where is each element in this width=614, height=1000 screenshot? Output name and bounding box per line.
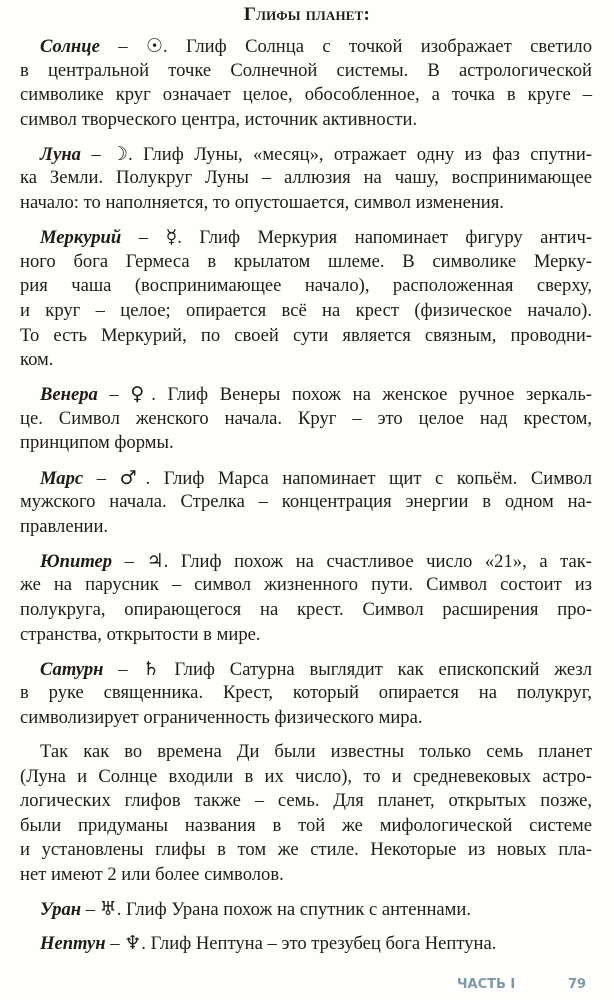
- line-text: мужского начала. Стрелка – концентрация энергии в одном на-: [20, 491, 592, 513]
- line-text: То есть Меркурий, по своей сути является связным, проводни-: [20, 324, 592, 346]
- line-text: це. Символ женского начала. Круг – это целое над крестом,: [20, 407, 592, 429]
- text-line: [20, 838, 592, 863]
- line-text: . Глиф Меркурия напоминает фигуру антич-: [177, 227, 593, 249]
- text-line: [20, 740, 592, 765]
- line-text: начало: то наполняется, то опустошается, символ изменения.: [20, 192, 504, 214]
- text-line: [20, 191, 592, 216]
- dash: –: [97, 384, 131, 406]
- planet-glyph-icon: ♂: [119, 466, 146, 489]
- text-line: [20, 142, 592, 167]
- planet-name: Венера: [40, 384, 98, 406]
- planet-glyph-icon: ☉: [145, 35, 163, 57]
- text-line: [20, 706, 592, 731]
- planet-paragraph: [20, 931, 592, 956]
- text-line: [20, 431, 592, 456]
- text-line: [20, 549, 592, 574]
- planet-name: Солнце: [40, 36, 100, 57]
- planet-name: Нептун: [40, 933, 106, 955]
- line-text: . Глиф Венеры похож на женское ручное зеркаль-: [151, 384, 592, 406]
- dash: –: [80, 143, 112, 165]
- text-line: [20, 166, 592, 191]
- line-text: же на парусник – символ жизненного пути. Символ состоит из: [20, 574, 592, 596]
- planet-paragraph: [20, 225, 592, 373]
- text-line: [20, 897, 592, 922]
- line-text: рия чаша (воспринимающее начало), расположенная сверху,: [20, 275, 592, 297]
- planet-glyph-icon: ☿: [165, 226, 178, 249]
- line-text: . Глиф Марса напоминает щит с копьём. Символ: [145, 467, 592, 489]
- dash: –: [121, 227, 166, 249]
- line-text: были придуманы названия в той же мифологической системе: [20, 814, 592, 836]
- line-text: логических глифов также – семь. Для планет, открытых позже,: [20, 790, 592, 812]
- line-text: . Глиф Нептуна – это трезубец бога Нептуна.: [141, 933, 497, 955]
- planet-name: Юпитер: [40, 550, 113, 572]
- text-line: [20, 598, 592, 623]
- text-line: [20, 765, 592, 790]
- planet-glyph-icon: ♆: [124, 932, 142, 955]
- planet-glyph-icon: ♀: [130, 383, 152, 406]
- section-title: Глифы планет:: [243, 4, 371, 25]
- line-text: полукруга, опирающегося на крест. Символ расширения про-: [20, 598, 592, 620]
- line-text: ком.: [20, 349, 54, 371]
- text-line: [20, 681, 592, 706]
- dash: –: [103, 658, 143, 680]
- footer-section-label: ЧАСТЬ I: [457, 977, 516, 992]
- line-text: символике круг означает целое, обособленное, а точка в круге –: [20, 84, 592, 106]
- text-line: [20, 382, 592, 407]
- body-text: [20, 34, 592, 965]
- line-text: Так как во времена Ди были известны только семь планет: [40, 740, 592, 762]
- line-text: ного бога Гермеса в крылатом шлеме. В символике Мерку-: [20, 250, 592, 272]
- text-line: [20, 789, 592, 814]
- line-text: странства, открытости в мире.: [20, 623, 261, 645]
- planet-name: Луна: [40, 143, 81, 165]
- text-line: [20, 274, 592, 299]
- planet-paragraph: [20, 142, 592, 216]
- dash: –: [99, 36, 146, 57]
- planet-name: Меркурий: [40, 227, 122, 249]
- planet-paragraph: [20, 34, 592, 132]
- text-line: [20, 814, 592, 839]
- text-line: [20, 225, 592, 250]
- planet-glyph-icon: ♅: [99, 898, 117, 920]
- text-line: [20, 83, 592, 108]
- text-line: [20, 407, 592, 432]
- dash: –: [81, 899, 100, 920]
- line-text: Глиф Сатурна выглядит как епископский жезл: [159, 658, 592, 680]
- planet-glyph-icon: ♄: [142, 657, 160, 680]
- line-text: символизирует ограниченность физического мира.: [20, 706, 423, 728]
- planet-paragraph: [20, 466, 592, 540]
- line-text: и круг – целое; опирается всё на крест (физическое начало).: [20, 299, 592, 321]
- dash: –: [105, 933, 125, 955]
- text-line: [20, 59, 592, 84]
- planet-glyph-icon: ♃: [146, 549, 164, 572]
- text-line: [20, 573, 592, 598]
- text-line: [20, 931, 592, 956]
- line-text: . Глиф Луны, «месяц», отражает одну из фаз спутни-: [128, 143, 592, 165]
- line-text: . Глиф Урана похож на спутник с антеннами.: [116, 899, 472, 920]
- line-text: нет имеют 2 или более символов.: [20, 863, 284, 885]
- text-line: [20, 863, 592, 888]
- text-line: [20, 466, 592, 491]
- text-line: [20, 348, 592, 373]
- planet-paragraph: [20, 549, 592, 647]
- page-number: 79: [568, 977, 587, 992]
- line-text: (Луна и Солнце входили в их число), то и средневековых астро-: [20, 765, 592, 787]
- text-line: [20, 299, 592, 324]
- line-text: символ творческого центра, источник активности.: [20, 108, 418, 130]
- planet-name: Уран: [40, 899, 82, 920]
- dash: –: [112, 550, 147, 572]
- text-line: [20, 324, 592, 349]
- planet-paragraph: [20, 382, 592, 456]
- planet-name: Сатурн: [40, 658, 104, 680]
- text-line: [20, 490, 592, 515]
- dash: –: [83, 467, 120, 489]
- line-text: . Глиф похож на счастливое число «21», а так-: [163, 550, 592, 572]
- planet-paragraph: [20, 897, 592, 922]
- text-line: [20, 250, 592, 275]
- text-paragraph: [20, 740, 592, 888]
- line-text: . Глиф Солнца с точкой изображает светило: [162, 36, 592, 57]
- text-line: [20, 515, 592, 540]
- text-line: [20, 108, 592, 133]
- line-text: принципом формы.: [20, 432, 174, 454]
- line-text: в центральной точке Солнечной системы. В астрологической: [20, 59, 592, 81]
- line-text: правлении.: [20, 515, 109, 537]
- text-line: [20, 657, 592, 682]
- planet-name: Марс: [40, 467, 84, 489]
- planet-paragraph: [20, 657, 592, 731]
- text-line: [20, 623, 592, 648]
- text-line: [20, 34, 592, 59]
- planet-glyph-icon: ☽: [111, 142, 129, 165]
- line-text: в руке священника. Крест, который опирается на полукруг,: [20, 682, 592, 704]
- line-text: ка Земли. Полукруг Луны – аллюзия на чашу, воспринимающее: [20, 167, 592, 189]
- line-text: и установлены глифы в том же стиле. Некоторые из новых пла-: [20, 839, 592, 861]
